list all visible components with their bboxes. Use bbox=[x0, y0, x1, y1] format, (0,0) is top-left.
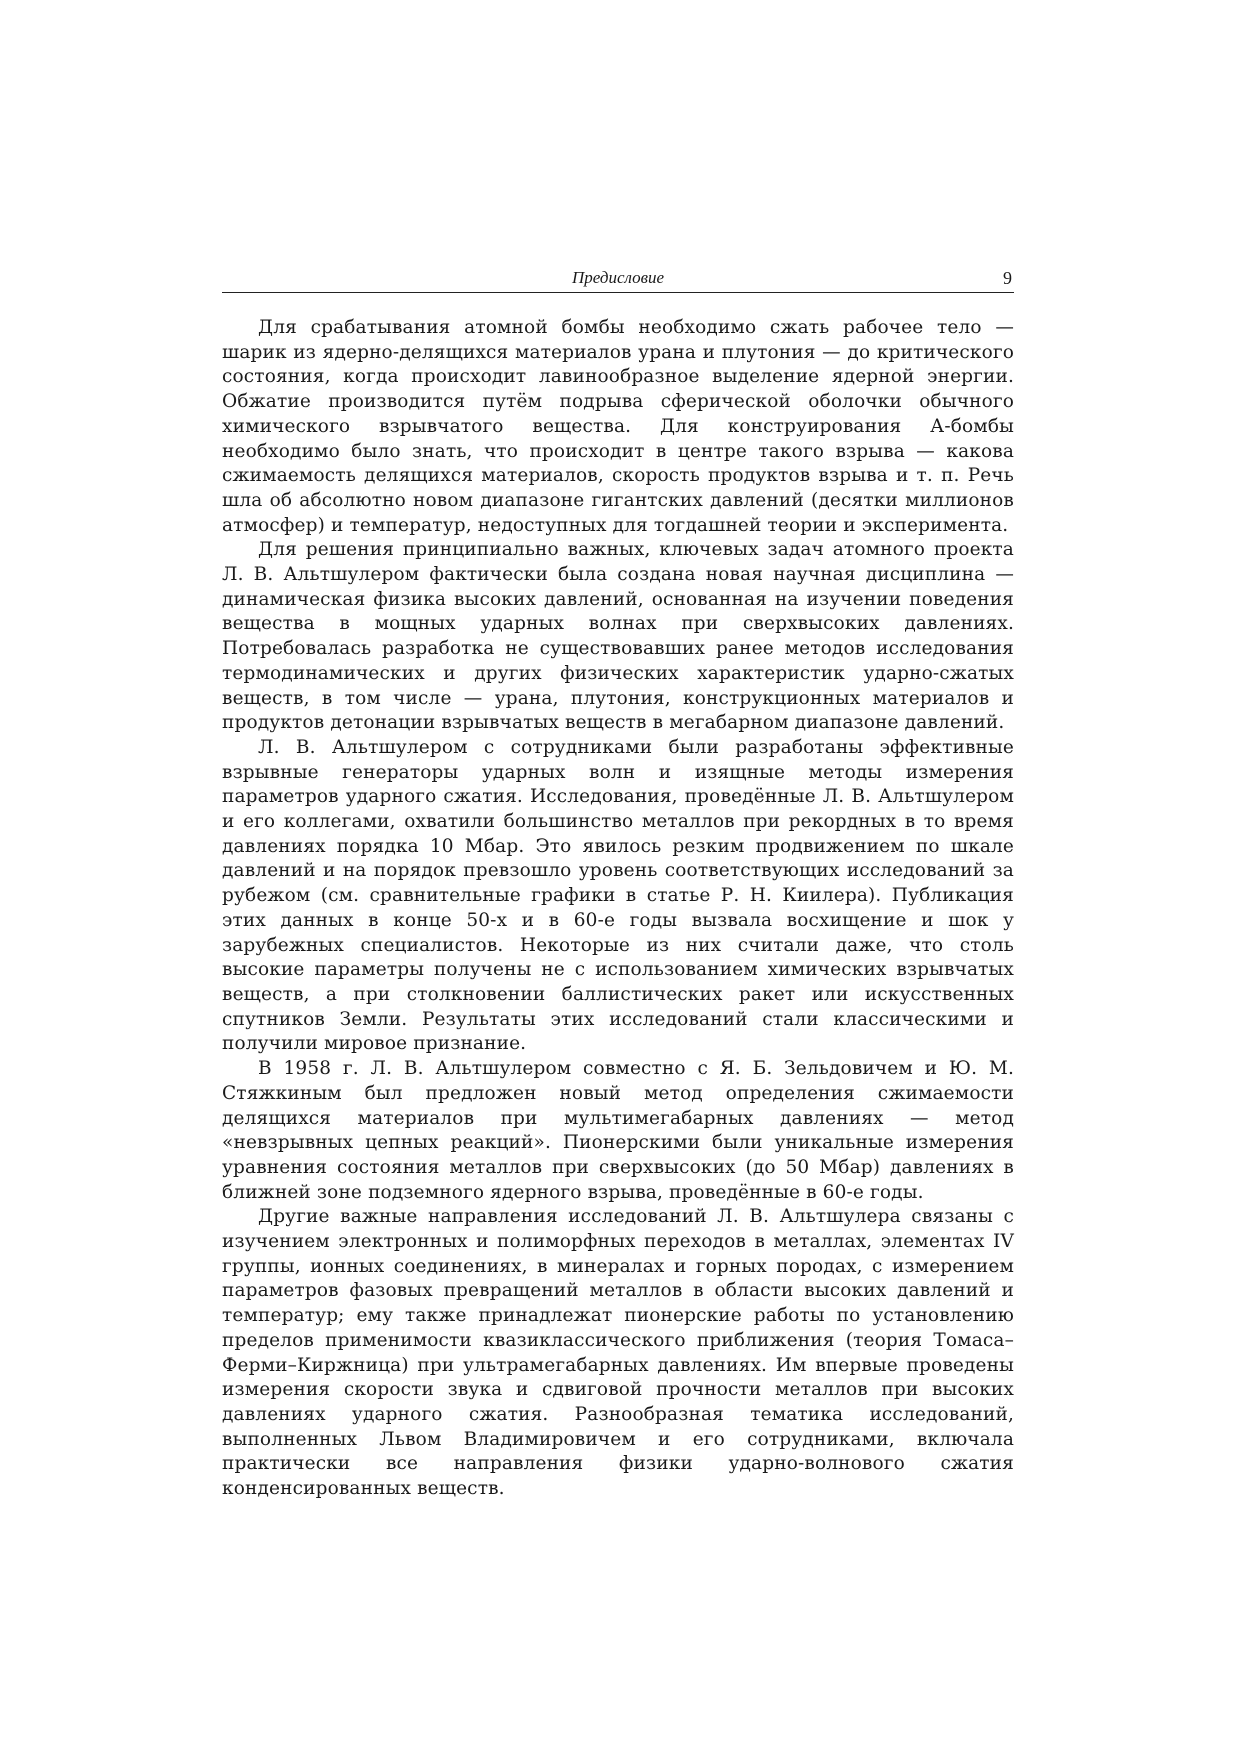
paragraph-3: Л. В. Альтшулером с сотрудниками были разработаны эффективные взрывные генераторы ударных волн и изящные методы измерения параметров ударного сжатия. Исследования, проведённые Л. В. Альтшулером и его коллегами, охватили большинство металлов при рекордных в то время давлениях порядка 10 Мбар. Это явилось резким продвижением по шкале давлений и на порядок превзошло уровень соответствующих исследований за рубежом (см. сравнительные графики в статье Р. Н. Киилера). Публикация этих данных в конце 50-х и в 60-е годы вызвала восхищение и шок у зарубежных специалистов. Некоторые из них считали даже, что столь высокие параметры получены не с использованием химических взрывчатых веществ, а при столкновении баллистических ракет или искусственных спутников Земли. Результаты этих исследований стали классическими и получили мировое признание. bbox=[222, 736, 1014, 1055]
paragraph-2: Для решения принципиально важных, ключевых задач атомного проекта Л. В. Альтшулером фактически была создана новая научная дисциплина — динамическая физика высоких давлений, основанная на изучении поведения вещества в мощных ударных волнах при сверхвысоких давлениях. Потребовалась разработка не существовавших ранее методов исследования термодинамических и других физических характеристик ударно-сжатых веществ, в том числе — урана, плутония, конструкционных материалов и продуктов детонации взрывчатых веществ в мегабарном диапазоне давлений. bbox=[222, 539, 1014, 734]
paragraph-4: В 1958 г. Л. В. Альтшулером совместно с Я. Б. Зельдовичем и Ю. М. Стяжкиным был предложен новый метод определения сжимаемости делящихся материалов при мультимегабарных давлениях — метод «невзрывных цепных реакций». Пионерскими были уникальные измерения уравнения состояния металлов при сверхвысоких (до 50 Мбар) давлениях в ближней зоне подземного ядерного взрыва, проведённые в 60-е годы. bbox=[222, 1058, 1014, 1203]
paragraph-1: Для срабатывания атомной бомбы необходимо сжать рабочее тело — шарик из ядерно-делящихся материалов урана и плутония — до критического состояния, когда происходит лавинообразное выделение ядерной энергии. Обжатие производится путём подрыва сферической оболочки обычного химического взрывчатого вещества. Для конструирования А-бомбы необходимо было знать, что происходит в центре такого взрыва — какова сжимаемость делящихся материалов, скорость продуктов взрыва и т. п. Речь шла об абсолютно новом диапазоне гигантских давлений (десятки миллионов атмосфер) и температур, недоступных для тогдашней теории и эксперимента. bbox=[222, 317, 1014, 536]
page-number: 9 bbox=[1003, 268, 1012, 288]
page-header bbox=[222, 268, 1014, 293]
text-body bbox=[222, 316, 1014, 1502]
paragraph-5: Другие важные направления исследований Л. В. Альтшулера связаны с изучением электронных и полиморфных переходов в металлах, элементах IV группы, ионных соединениях, в минералах и горных породах, с измерением параметров фазовых превращений металлов в области высоких давлений и температур; ему также принадлежат пионерские работы по установлению пределов применимости квазиклассического приближения (теория Томаса–Ферми–Киржница) при ультрамегабарных давлениях. Им впервые проведены измерения скорости звука и сдвиговой прочности металлов при высоких давлениях ударного сжатия. Разнообразная тематика исследований, выполненных Львом Владимировичем и его сотрудниками, включала практически все направления физики ударно-волнового сжатия конденсированных веществ. bbox=[222, 1206, 1014, 1500]
running-title: Предисловие bbox=[571, 268, 665, 287]
